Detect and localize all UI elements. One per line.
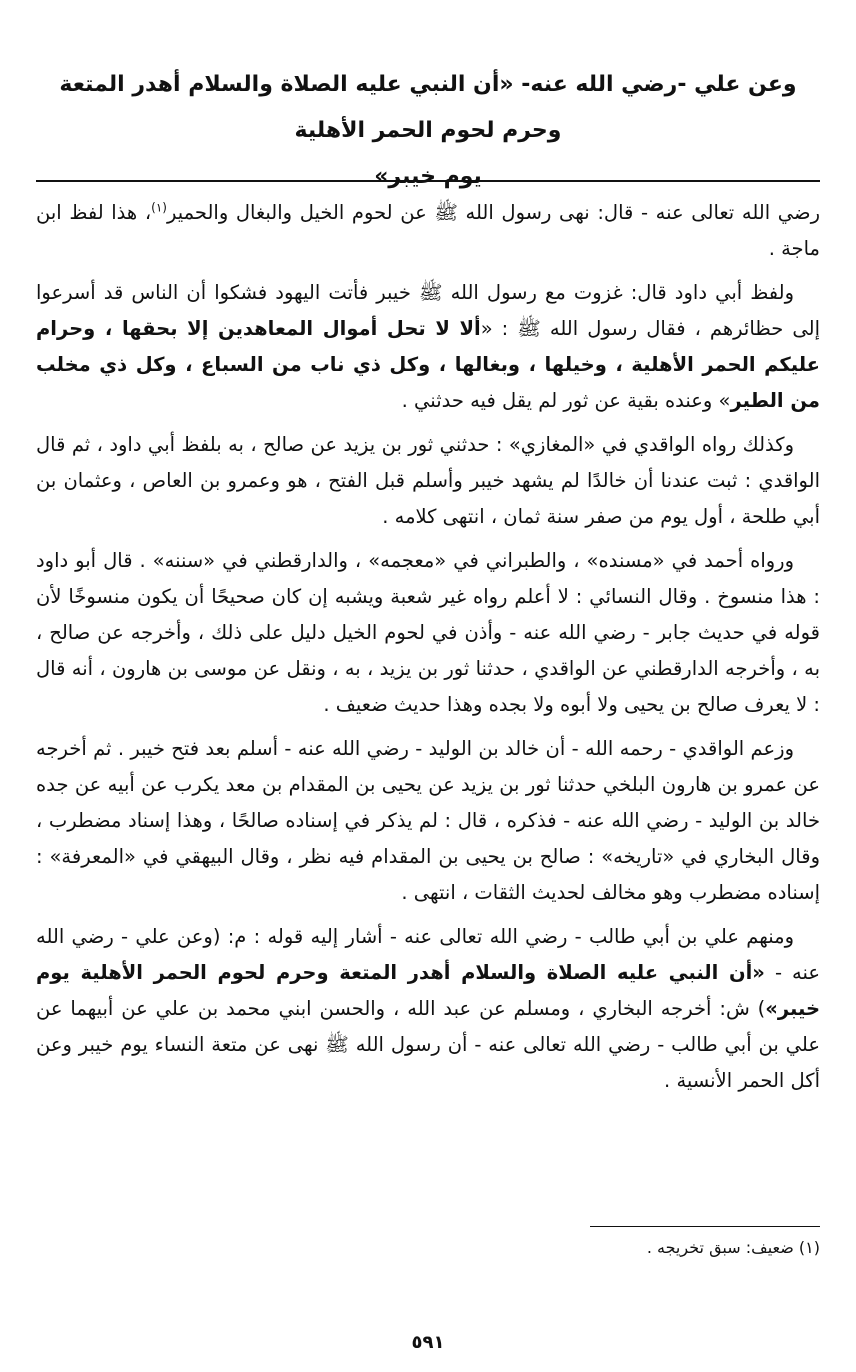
top-divider: [36, 180, 820, 182]
paragraph-4: ورواه أحمد في «مسنده» ، والطبراني في «معجمه» ، والدارقطني في «سننه» . قال أبو داود : هذا منسوخ . وقال النسائي : لا أعلم رواه غير شعبة ويشبه إن كان صحيحًا أن يكون منسوخًا لأن قوله في حديث جابر - رضي الله عنه - وأذن في لحوم الخيل دليل على ذلك ، وأخرجه عن صالح ، به ، وأخرجه الدارقطني عن الواقدي ، حدثنا ثور بن يزيد ، به ، ونقل عن موسى بن هارون ، أنه قال : لا يعرف صالح بن يحيى ولا أبوه ولا بجده وهذا حديث ضعيف .: [36, 549, 820, 716]
commentary-body: [36, 195, 820, 1107]
paragraph-6: ومنهم علي بن أبي طالب - رضي الله تعالى عنه - أشار إليه قوله : م: (وعن علي - رضي الله عنه - «أن النبي عليه الصلاة والسلام أهدر المتعة وحرم لحوم الحمر الأهلية يوم خيبر») ش: أخرجه البخاري ، ومسلم عن عبد الله ، والحسن ابني محمد بن علي عن أبيهما عن علي بن أبي طالب - رضي الله تعالى عنه - أن رسول الله ﷺ نهى عن متعة النساء يوم خيبر وعن أكل الحمر الأنسية .: [36, 925, 820, 1092]
matn-quote: «أن النبي عليه الصلاة والسلام أهدر المتعة وحرم لحوم الحمر الأهلية يوم خيبر»: [36, 961, 820, 1020]
hadith-quote: ألا لا تحل أموال المعاهدين إلا بحقها ، وحرام عليكم الحمر الأهلية ، وخيلها ، وبغالها ، وكل ذي ناب من السباع ، وكل ذي مخلب من الطير: [36, 317, 820, 412]
paragraph-1: رضي الله تعالى عنه - قال: نهى رسول الله ﷺ عن لحوم الخيل والبغال والحمير$^{(١)}$، هذا لفظ ابن ماجة .: [36, 200, 820, 260]
footnote-marker: (١): [151, 200, 167, 215]
paragraph-5: وزعم الواقدي - رحمه الله - أن خالد بن الوليد - رضي الله عنه - أسلم بعد فتح خيبر . ثم أخرجه عن عمرو بن هارون البلخي حدثنا ثور بن يزيد عن يحيى بن المقدام بن معد يكرب عن أبيه عن جده خالد بن الوليد - رضي الله عنه - فذكره ، قال : لم يذكر في إسناده صالحًا ، وهذا إسناد مضطرب ، وقال البخاري في «تاريخه» : صالح بن يحيى بن المقدام فيه نظر ، وقال البيهقي في «المعرفة» : إسناده مضطرب وهو مخالف لحديث الثقات ، انتهى .: [36, 737, 820, 904]
footnote: (١) ضعيف: سبق تخريجه .: [646, 1238, 820, 1257]
matn-line-1: وعن علي -رضي الله عنه- «أن النبي عليه الصلاة والسلام أهدر المتعة وحرم لحوم الحمر الأهلية: [59, 72, 797, 143]
paragraph-3: وكذلك رواه الواقدي في «المغازي» : حدثني ثور بن يزيد عن صالح ، به بلفظ أبي داود ، ثم قال الواقدي : ثبت عندنا أن خالدًا لم يشهد خيبر وأسلم قبل الفتح ، هو وعمرو بن العاص ، وعثمان بن أبي طلحة ، أول يوم من صفر سنة ثمان ، انتهى كلامه .: [36, 433, 820, 528]
footnote-divider: [590, 1226, 820, 1227]
matn-line-2: يوم خيبر»: [374, 164, 482, 189]
page-number: ٥٩١: [411, 1332, 445, 1353]
paragraph-2: ولفظ أبي داود قال: غزوت مع رسول الله ﷺ خيبر فأتت اليهود فشكوا أن الناس قد أسرعوا إلى حظائرهم ، فقال رسول الله ﷺ : «ألا لا تحل أموال المعاهدين إلا بحقها ، وحرام عليكم الحمر الأهلية ، وخيلها ، وبغالها ، وكل ذي ناب من السباع ، وكل ذي مخلب من الطير» وعنده بقية عن ثور لم يقل فيه حدثني .: [36, 281, 820, 412]
